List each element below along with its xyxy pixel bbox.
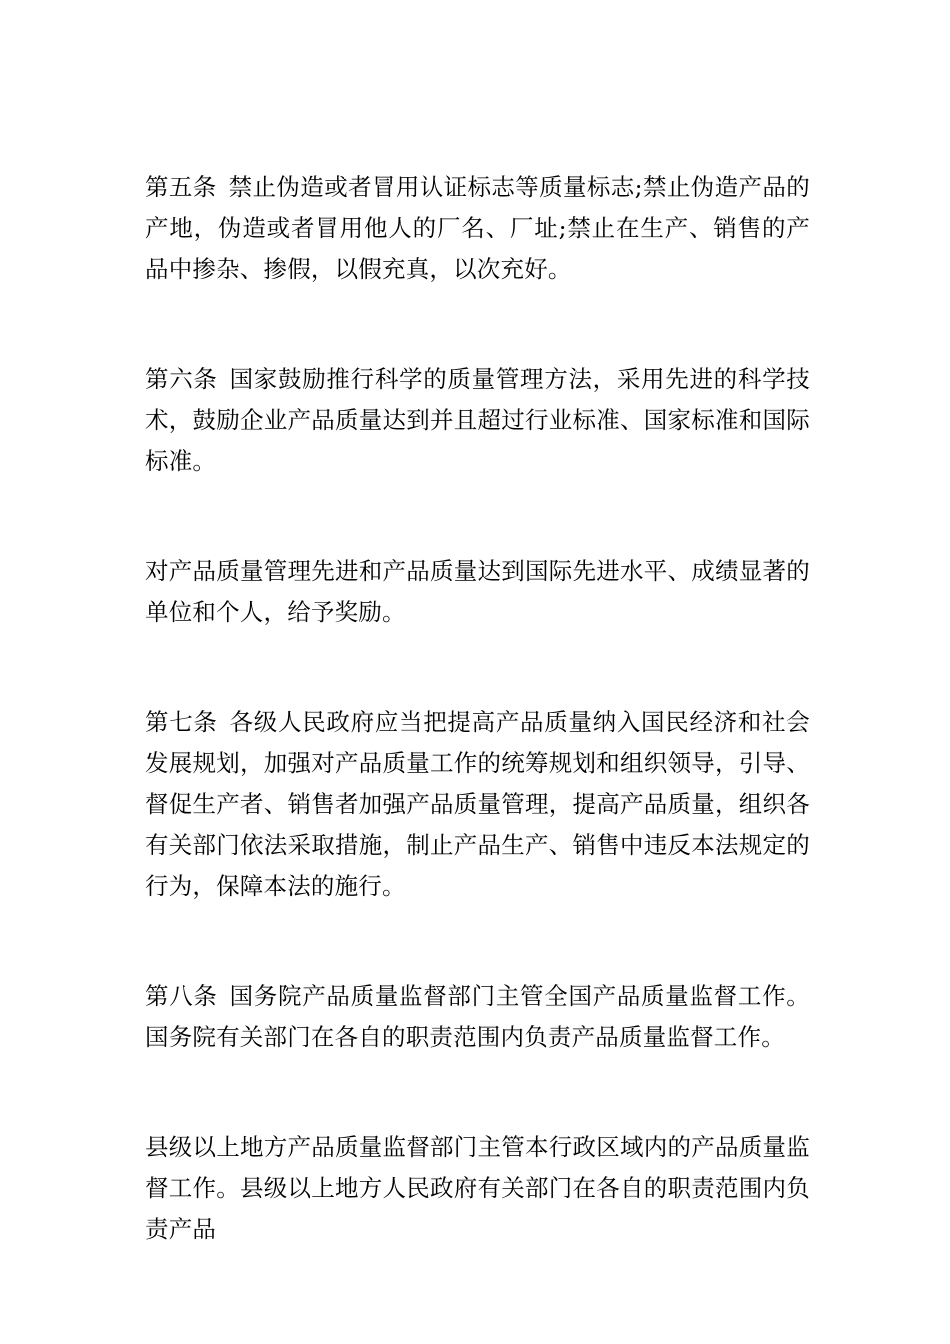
paragraph-text: 县级以上地方产品质量监督部门主管本行政区域内的产品质量监督工作。县级以上地方人民政府有关部门在各自的职责范围内负责产品: [145, 1133, 810, 1243]
article-label: 第五条: [145, 173, 217, 201]
article-5-paragraph: [145, 167, 810, 290]
document-body: [145, 167, 810, 1250]
article-6-continuation-paragraph: [145, 551, 810, 633]
article-text: 国家鼓励推行科学的质量管理方法，采用先进的科学技术，鼓励企业产品质量达到并且超过行业标准、国家标准和国际标准。: [145, 365, 810, 475]
article-6-paragraph: [145, 359, 810, 482]
article-8-continuation-paragraph: [145, 1127, 810, 1250]
article-label: 第七条: [145, 708, 218, 736]
article-label: 第八条: [145, 982, 218, 1010]
article-7-paragraph: [145, 702, 810, 907]
article-text: 各级人民政府应当把提高产品质量纳入国民经济和社会发展规划，加强对产品质量工作的统筹规划和组织领导，引导、督促生产者、销售者加强产品质量管理，提高产品质量，组织各有关部门依法采取措施，制止产品生产、销售中违反本法规定的行为，保障本法的施行。: [145, 708, 810, 900]
article-text: 国务院产品质量监督部门主管全国产品质量监督工作。国务院有关部门在各自的职责范围内负责产品质量监督工作。: [145, 982, 810, 1051]
article-label: 第六条: [145, 365, 218, 393]
article-8-paragraph: [145, 976, 810, 1058]
paragraph-text: 对产品质量管理先进和产品质量达到国际先进水平、成绩显著的单位和个人，给予奖励。: [145, 557, 810, 626]
article-text: 禁止伪造或者冒用认证标志等质量标志;禁止伪造产品的产地，伪造或者冒用他人的厂名、厂址;禁止在生产、销售的产品中掺杂、掺假，以假充真，以次充好。: [145, 173, 810, 283]
